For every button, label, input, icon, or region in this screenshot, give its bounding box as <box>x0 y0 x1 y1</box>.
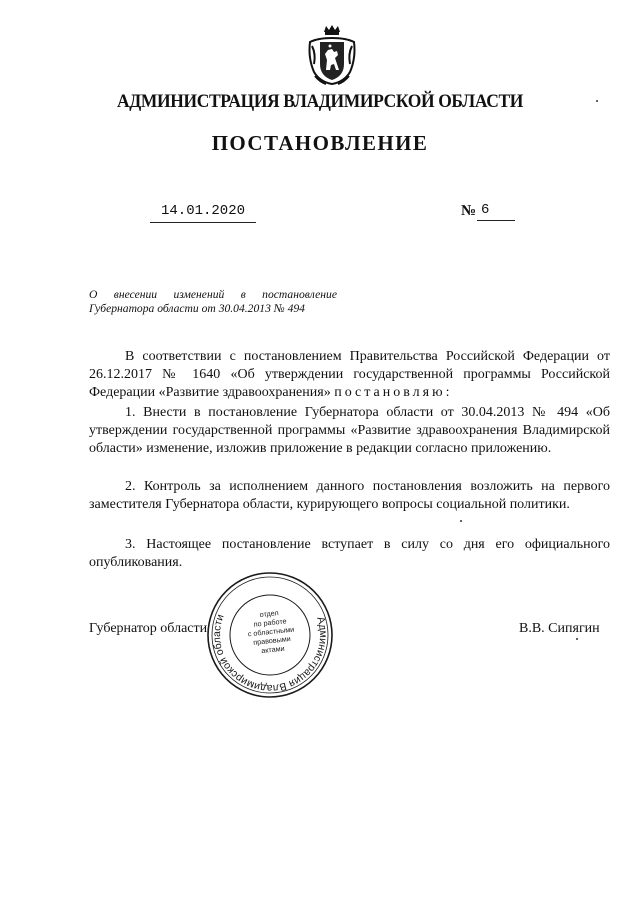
item-3-paragraph <box>89 536 610 572</box>
document-type-title: ПОСТАНОВЛЕНИЕ <box>211 131 429 155</box>
item-2-paragraph <box>89 478 610 514</box>
stamp-center-text: отдел по работе с областными правовыми актами <box>247 608 295 656</box>
date-underline <box>150 222 256 223</box>
item-1-text: 1. Внести в постановление Губернатора области от 30.04.2013 № 494 «Об утверждении государственной программы «Развитие здравоохранения Владимирской области» изменение, изложив приложение в редакции согласно приложению. <box>89 405 610 456</box>
coat-of-arms-icon <box>306 24 358 88</box>
agency-name: АДМИНИСТРАЦИЯ ВЛАДИМИРСКОЙ ОБЛАСТИ <box>116 91 524 112</box>
item-3-text: 3. Настоящее постановление вступает в силу со дня его официального опубликования. <box>89 537 610 570</box>
scan-speck <box>576 638 578 640</box>
scan-speck <box>460 520 462 522</box>
preamble-verb: постановляю: <box>334 385 453 400</box>
subject-line-2: Губернатора области от 30.04.2013 № 494 <box>89 302 305 315</box>
signatory-title: Губернатор области <box>89 621 208 636</box>
document-date: 14.01.2020 <box>160 203 245 219</box>
preamble-text: В соответствии с постановлением Правительства Российской Федерации от 26.12.2017 № 1640 «Об утверждении государственной программы Российской Федерации «Развитие здравоохранения» <box>89 349 610 400</box>
document-number: 6 <box>481 202 490 218</box>
subject-line-1: О внесении изменений в постановление <box>89 288 337 301</box>
number-underline <box>477 220 515 221</box>
document-subject <box>89 288 337 316</box>
preamble-paragraph <box>89 348 610 402</box>
svg-text:Администрация Владимирской обл: Администрация Владимирской области <box>210 612 330 695</box>
number-sign: № <box>461 203 477 219</box>
signatory-name: В.В. Сипягин <box>519 621 600 636</box>
item-1-paragraph <box>89 404 610 458</box>
item-2-text: 2. Контроль за исполнением данного постановления возложить на первого заместителя Губернатора области, курирующего вопросы социальной политики. <box>89 479 610 512</box>
scan-speck <box>596 100 598 102</box>
